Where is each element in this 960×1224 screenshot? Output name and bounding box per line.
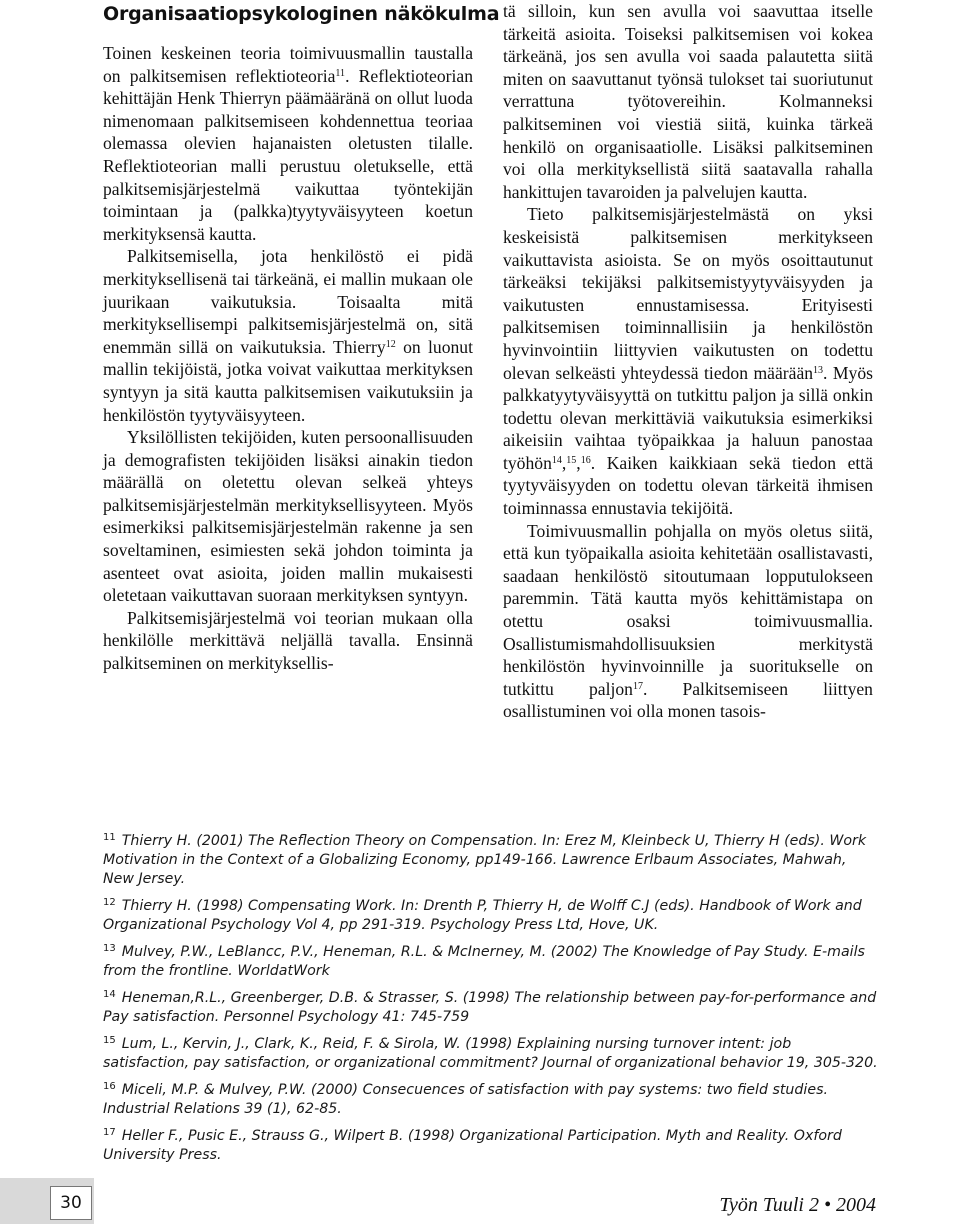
footnote-text: Miceli, M.P. & Mulvey, P.W. (2000) Consecuences of satisfaction with pay systems: two field studies. Industrial Relations 39 (1), 62-85. (103, 1082, 828, 1117)
footnote-number: 14 (103, 989, 116, 1000)
paragraph: tä silloin, kun sen avulla voi saavuttaa itselle tärkeitä asioita. Toiseksi palkitsemisen voi kokea tärkeänä, jos sen avulla voi saada palautetta siitä miten on saavuttanut työnsä tulokset tai suoriutunut verrattuna työtovereihin. Kolmanneksi palkitseminen voi viestiä siitä, kuinka tärkeä henkilö on organisaatiolle. Lisäksi palkitseminen voi olla merkityksellistä siitä saatavalla rahalla hankittujen tavaroiden ja palvelujen kautta. (503, 1, 873, 202)
footnote-number: 16 (103, 1081, 116, 1092)
paragraph (503, 203, 873, 519)
footnote (103, 1127, 878, 1165)
paragraph (103, 42, 473, 245)
footnote (103, 989, 878, 1027)
paragraph-text: Toimivuusmallin pohjalla on myös oletus siitä, että kun työpaikalla asioita kehitetään osallistavasti, saadaan henkilöstö sitoutumaan lopputulokseen paremmin. Tätä kautta myös kehittämistapa on otettu osaksi toimivuusmallia. Osallistumismahdollisuuksien merkitystä henkilöstön hyvinvoinnille ja suoritukselle on tutkittu paljon (503, 520, 873, 699)
paragraph: Yksilöllisten tekijöiden, kuten persoonallisuuden ja demografisten tekijöiden lisäksi ainakin tiedon määrällä on oletettu olevan selkeä yhteys palkitsemisjärjestelmän merkityksellisyyteen. Myös esimerkiksi palkitsemisjärjestelmän rakenne ja sen soveltaminen, esimiesten sekä johdon toiminta ja asenteet ovat asioita, joiden mallin mukaisesti oletetaan vaikuttavan suoraan merkityksen syntyyn. (103, 427, 473, 606)
footnote-ref: 17 (632, 680, 643, 692)
paragraph-text: Tieto palkitsemisjärjestelmästä on yksi keskeisistä palkitsemisen merkitykseen vaikuttavista asioista. Se on myös osoittautunut tärkeäksi tekijäksi palkitsemistyytyväisyyden ja vaikutusten ennustamisessa. Erityisesti palkitsemisen toiminnallisiin ja henkilöstön hyvinvointiin liittyvien vaikutusten on todettu olevan selkeästi yhteydessä tiedon määrään (503, 204, 873, 383)
footnote-ref: 12 (385, 338, 396, 350)
footnote-ref: 16 (580, 454, 591, 466)
footnote-text: Lum, L., Kervin, J., Clark, K., Reid, F. & Sirola, W. (1998) Explaining nursing turnover intent: job satisfaction, pay satisfaction, or organizational commitment? Journal of organizational behavior 19, 305-320. (103, 1036, 878, 1071)
footnote-ref: 11 (335, 67, 346, 79)
paragraph: Palkitsemisjärjestelmä voi teorian mukaan olla henkilölle merkittävä neljällä tavalla. Ensinnä palkitseminen on merkityksellis- (103, 607, 473, 674)
paragraph-text: . Palkitsemiseen liittyen osallistuminen voi olla monen tasois- (503, 678, 873, 722)
footnote-number: 15 (103, 1035, 116, 1046)
paragraph-text: . Myös palkkatyytyväisyyttä on tutkittu paljon ja sillä onkin todettu olevan merkittäviä vaikutuksia esimerkiksi aikeisiin vaihtaa työpaikkaa ja haluun panostaa työhön (503, 362, 873, 473)
footnote-ref: 14 (551, 454, 562, 466)
footnote-number: 13 (103, 943, 116, 954)
paragraph-text: . Kaiken kaikkiaan sekä tiedon että tyytyväisyyden on todettu olevan tärkeitä ihmisen toiminnassa ennustavia tekijöitä. (503, 452, 873, 519)
paragraph (103, 245, 473, 426)
footnote (103, 943, 878, 981)
paragraph (503, 520, 873, 723)
footnote-text: Mulvey, P.W., LeBlancc, P.V., Heneman, R.L. & McInerney, M. (2002) The Knowledge of Pay Study. E-mails from the frontline. WorldatWork (103, 944, 865, 979)
footnote-separator: , (561, 452, 567, 473)
footnote-number: 17 (103, 1127, 116, 1138)
left-column (103, 0, 500, 675)
section-heading: Organisaatiopsykologinen näkökulma (103, 3, 500, 25)
footnote (103, 1081, 878, 1119)
journal-footer: Työn Tuuli 2 • 2004 (719, 1194, 876, 1216)
footnote-ref: 15 (566, 454, 577, 466)
paragraph-text: on luonut mallin tekijöistä, jotka voivat vaikuttaa merkityksen syntyyn ja sitä kautta palkitsemisen vaikutuksiin ja henkilöstön tyytyväisyyteen. (103, 336, 473, 425)
paragraph-text: Toinen keskeinen teoria toimivuusmallin taustalla on palkitsemisen reflektioteoria (103, 43, 473, 86)
footnote (103, 1035, 878, 1073)
page-number: 30 (50, 1186, 92, 1220)
footnote (103, 897, 878, 935)
paragraph-text: . Reflektioteorian kehittäjän Henk Thierryn päämääränä on ollut luoda nimenomaan palkitsemiseen kohdennettua teoriaa olemassa olevien hajanaisten oletusten tilalle. Reflektioteorian malli perustuu oletukselle, että palkitsemisjärjestelmä vaikuttaa työntekijän toimintaan ja (palkka)tyytyväisyyteen koetun merkityksensä kautta. (103, 65, 473, 244)
footnote-ref: 13 (813, 364, 824, 376)
right-column (503, 0, 873, 723)
footnote-number: 12 (103, 897, 116, 908)
footnotes (103, 832, 878, 1173)
footnote-text: Thierry H. (2001) The Reflection Theory on Compensation. In: Erez M, Kleinbeck U, Thierry H (eds). Work Motivation in the Context of a Globalizing Economy, pp149-166. Lawrence Erlbaum Associates, Mahwah, New Jersey. (103, 833, 867, 887)
footnote-text: Thierry H. (1998) Compensating Work. In: Drenth P, Thierry H, de Wolff C.J (eds). Handbook of Work and Organizational Psychology Vol 4, pp 291-319. Psychology Press Ltd, Hove, UK. (103, 898, 862, 933)
footnote-text: Heller F., Pusic E., Strauss G., Wilpert B. (1998) Organizational Participation. Myth and Reality. Oxford University Press. (103, 1128, 842, 1163)
footnote-number: 11 (103, 832, 116, 843)
footnote-text: Heneman,R.L., Greenberger, D.B. & Strasser, S. (1998) The relationship between pay-for-performance and Pay satisfaction. Personnel Psychology 41: 745-759 (103, 990, 877, 1025)
footnote-separator: , (576, 452, 581, 473)
footnote (103, 832, 878, 889)
paragraph-text: Palkitsemisella, jota henkilöstö ei pidä merkityksellisenä tai tärkeänä, ei mallin mukaan ole juurikaan vaikutuksia. Toisaalta mitä merkityksellisempi palkitsemisjärjestelmä on, sitä enemmän sillä on vaikutuksia. Thierry (103, 246, 473, 357)
